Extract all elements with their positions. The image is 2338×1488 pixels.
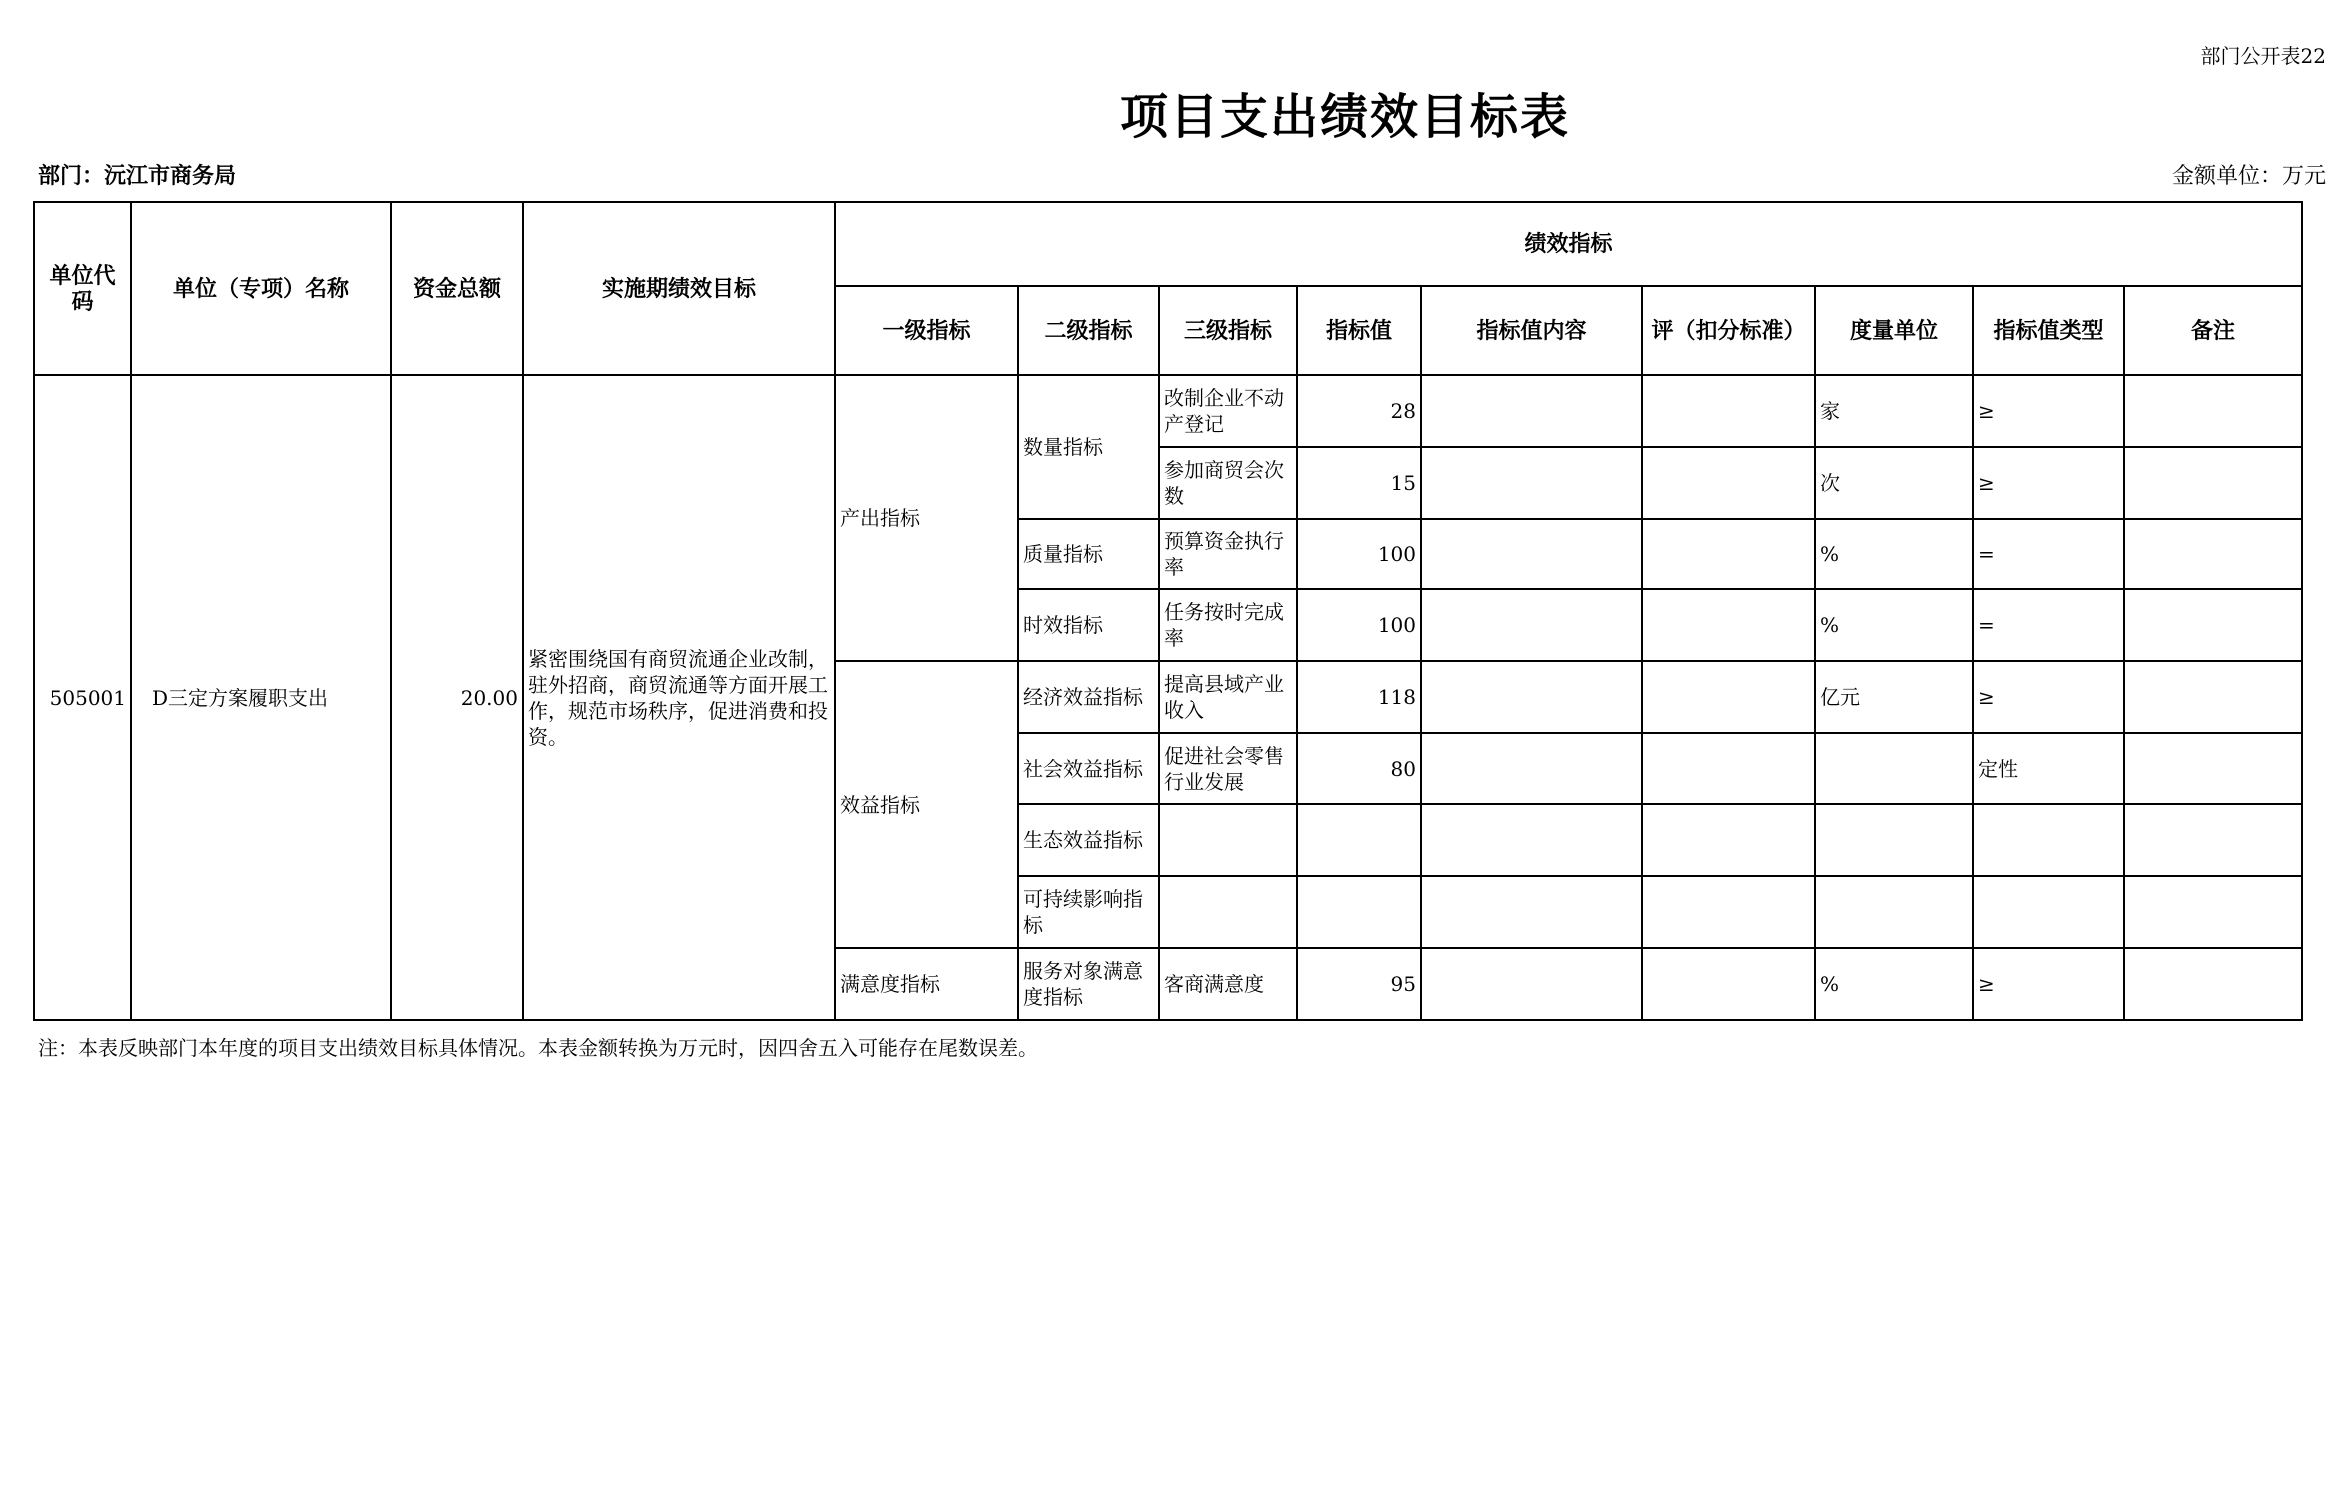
measure-unit-cell <box>1815 804 1973 876</box>
value-type-cell: = <box>1973 519 2124 589</box>
level3-cell <box>1159 876 1297 948</box>
header-measure-unit: 度量单位 <box>1815 286 1973 375</box>
value-type-cell: ≥ <box>1973 661 2124 733</box>
page-title: 项目支出绩效目标表 <box>1119 89 1570 145</box>
header-level1: 一级指标 <box>835 286 1018 375</box>
total-funds-cell: 20.00 <box>391 375 523 1020</box>
value-cell: 100 <box>1297 519 1421 589</box>
value-cell: 15 <box>1297 447 1421 519</box>
level2-cell: 经济效益指标 <box>1018 661 1159 733</box>
department-label: 部门：沅江市商务局 <box>38 163 237 189</box>
header-value-type: 指标值类型 <box>1973 286 2124 375</box>
level2-cell: 时效指标 <box>1018 589 1159 661</box>
scoring-cell <box>1642 375 1815 447</box>
level3-cell: 任务按时完成率 <box>1159 589 1297 661</box>
level1-output: 产出指标 <box>835 375 1018 661</box>
header-unit-code: 单位代码 <box>34 202 131 375</box>
measure-unit-cell <box>1815 876 1973 948</box>
scoring-cell <box>1642 948 1815 1020</box>
header-total-funds: 资金总额 <box>391 202 523 375</box>
level3-cell: 参加商贸会次数 <box>1159 447 1297 519</box>
measure-unit-cell: % <box>1815 589 1973 661</box>
header-indicators: 绩效指标 <box>835 202 2302 286</box>
scoring-cell <box>1642 589 1815 661</box>
value-cell: 80 <box>1297 733 1421 804</box>
measure-unit-cell: 次 <box>1815 447 1973 519</box>
level1-benefit: 效益指标 <box>835 661 1018 948</box>
performance-table <box>33 201 2303 1021</box>
level2-cell: 社会效益指标 <box>1018 733 1159 804</box>
level3-cell: 改制企业不动产登记 <box>1159 375 1297 447</box>
value-type-cell: ≥ <box>1973 375 2124 447</box>
goal-cell: 紧密围绕国有商贸流通企业改制，驻外招商，商贸流通等方面开展工作，规范市场秩序，促进消费和投资。 <box>523 375 835 1020</box>
header-value: 指标值 <box>1297 286 1421 375</box>
value-content-cell <box>1421 661 1642 733</box>
unit-name-cell: D三定方案履职支出 <box>131 375 391 1020</box>
scoring-cell <box>1642 804 1815 876</box>
header-level3: 三级指标 <box>1159 286 1297 375</box>
level3-cell: 提高县域产业收入 <box>1159 661 1297 733</box>
header-value-content: 指标值内容 <box>1421 286 1642 375</box>
header-goal: 实施期绩效目标 <box>523 202 835 375</box>
remark-cell <box>2124 375 2302 447</box>
value-content-cell <box>1421 876 1642 948</box>
value-content-cell <box>1421 733 1642 804</box>
scoring-cell <box>1642 447 1815 519</box>
header-level2: 二级指标 <box>1018 286 1159 375</box>
measure-unit-cell: % <box>1815 948 1973 1020</box>
scoring-cell <box>1642 876 1815 948</box>
value-content-cell <box>1421 375 1642 447</box>
level3-cell: 预算资金执行率 <box>1159 519 1297 589</box>
remark-cell <box>2124 804 2302 876</box>
level2-cell: 数量指标 <box>1018 375 1159 519</box>
scoring-cell <box>1642 519 1815 589</box>
value-cell <box>1297 876 1421 948</box>
value-content-cell <box>1421 519 1642 589</box>
amount-unit-label: 金额单位：万元 <box>2171 164 2326 189</box>
remark-cell <box>2124 519 2302 589</box>
value-content-cell <box>1421 948 1642 1020</box>
level2-cell: 服务对象满意度指标 <box>1018 948 1159 1020</box>
measure-unit-cell <box>1815 733 1973 804</box>
value-type-cell <box>1973 876 2124 948</box>
level2-cell: 生态效益指标 <box>1018 804 1159 876</box>
remark-cell <box>2124 589 2302 661</box>
level3-cell: 促进社会零售行业发展 <box>1159 733 1297 804</box>
unit-code-cell: 505001 <box>34 375 131 1020</box>
value-content-cell <box>1421 589 1642 661</box>
value-type-cell: ≥ <box>1973 447 2124 519</box>
value-cell: 118 <box>1297 661 1421 733</box>
value-cell: 95 <box>1297 948 1421 1020</box>
form-number: 部门公开表22 <box>2200 44 2326 68</box>
value-cell <box>1297 804 1421 876</box>
table-row <box>34 375 2302 447</box>
measure-unit-cell: 亿元 <box>1815 661 1973 733</box>
remark-cell <box>2124 661 2302 733</box>
measure-unit-cell: % <box>1815 519 1973 589</box>
remark-cell <box>2124 948 2302 1020</box>
level2-cell: 可持续影响指标 <box>1018 876 1159 948</box>
header-remark: 备注 <box>2124 286 2302 375</box>
level1-satisfaction: 满意度指标 <box>835 948 1018 1020</box>
remark-cell <box>2124 733 2302 804</box>
header-unit-name: 单位（专项）名称 <box>131 202 391 375</box>
value-content-cell <box>1421 447 1642 519</box>
footnote: 注：本表反映部门本年度的项目支出绩效目标具体情况。本表金额转换为万元时，因四舍五入可能存在尾数误差。 <box>38 1036 1038 1060</box>
value-type-cell: 定性 <box>1973 733 2124 804</box>
measure-unit-cell: 家 <box>1815 375 1973 447</box>
level3-cell: 客商满意度 <box>1159 948 1297 1020</box>
scoring-cell <box>1642 661 1815 733</box>
value-cell: 28 <box>1297 375 1421 447</box>
value-type-cell: ≥ <box>1973 948 2124 1020</box>
header-scoring: 评（扣分标准） <box>1642 286 1815 375</box>
level2-cell: 质量指标 <box>1018 519 1159 589</box>
value-type-cell <box>1973 804 2124 876</box>
level3-cell <box>1159 804 1297 876</box>
value-cell: 100 <box>1297 589 1421 661</box>
remark-cell <box>2124 876 2302 948</box>
value-type-cell: = <box>1973 589 2124 661</box>
remark-cell <box>2124 447 2302 519</box>
value-content-cell <box>1421 804 1642 876</box>
scoring-cell <box>1642 733 1815 804</box>
